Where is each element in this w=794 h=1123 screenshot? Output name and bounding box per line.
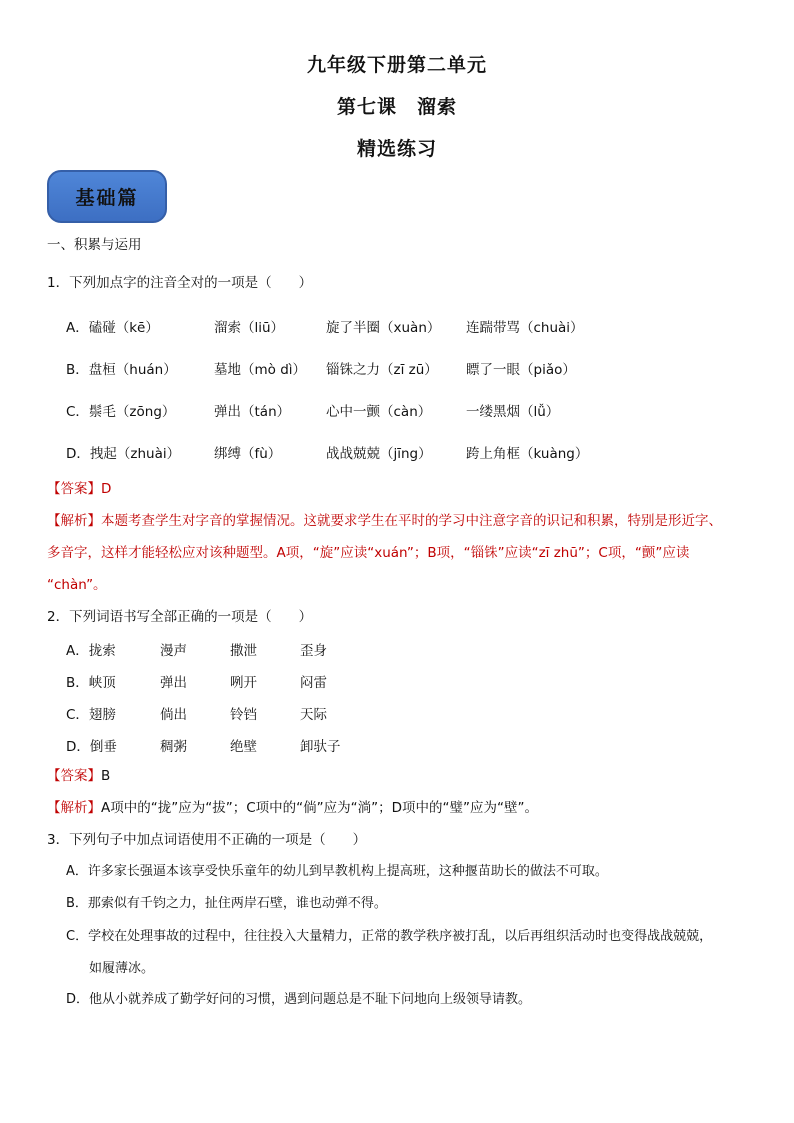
- answer-label: 【答案】: [47, 768, 101, 784]
- question-2-answer: [47, 767, 110, 785]
- q2-option-b-4: 闷雷: [300, 675, 327, 691]
- q2-option-b-1: B．峡顶: [66, 675, 116, 691]
- q2-option-a-1: A．拢索: [66, 643, 116, 659]
- q1-option-c-2: 弹出（tán）: [214, 404, 291, 420]
- q1-option-b-4: 瞟了一眼（piǎo）: [466, 362, 576, 378]
- q1-option-d-4: 跨上角框（kuàng）: [466, 446, 589, 462]
- q1-option-c-4: 一缕黑烟（lǚ）: [466, 404, 560, 420]
- q2-option-a-4: 歪身: [300, 643, 327, 659]
- q1-option-d-3: 战战兢兢（jīng）: [326, 446, 432, 462]
- q2-option-c-4: 天际: [300, 707, 327, 723]
- analysis-text: 本题考查学生对字音的掌握情况。这就要求学生在平时的学习中注意字音的识记和积累，特别是形近字、: [101, 513, 722, 529]
- question-2-stem: 2．下列词语书写全部正确的一项是（ ）: [47, 609, 313, 625]
- q3-option-a: A．许多家长强逼本该享受快乐童年的幼儿到早教机构上提高班，这种揠苗助长的做法不可取。: [66, 864, 608, 879]
- q2-option-d-2: 稠粥: [160, 739, 187, 755]
- q1-option-a-1: A．磕碰（kē）: [66, 320, 159, 336]
- answer-value: D: [101, 481, 112, 497]
- analysis-label: 【解析】: [47, 800, 101, 816]
- q2-option-d-1: D．倒垂: [66, 739, 117, 755]
- question-1-analysis-line-2: 多音字，这样才能轻松应对该种题型。A项，“旋”应读“xuán”；B项，“锱铢”应读“zī zhū”；C项，“颤”应读: [47, 545, 690, 561]
- question-3-stem: 3．下列句子中加点词语使用不正确的一项是（ ）: [47, 832, 367, 848]
- q1-option-d-1: D．拽起（zhuài）: [66, 446, 181, 462]
- q1-option-a-3: 旋了半圈（xuàn）: [326, 320, 441, 336]
- q2-option-c-1: C．翅膀: [66, 707, 116, 723]
- q1-option-a-4: 连踹带骂（chuài）: [466, 320, 584, 336]
- section-badge-label: 基础篇: [75, 187, 139, 209]
- question-1-stem: 1．下列加点字的注音全对的一项是（ ）: [47, 275, 313, 291]
- section-badge: [47, 170, 167, 223]
- q1-option-d-2: 绑缚（fù）: [214, 446, 282, 462]
- lesson-title: 第七课 溜索: [336, 96, 457, 118]
- q2-option-b-2: 弹出: [160, 675, 187, 691]
- q1-option-c-3: 心中一颤（càn）: [326, 404, 432, 420]
- question-1-analysis-line-1: [47, 512, 722, 530]
- q1-option-b-3: 锱铢之力（zī zū）: [326, 362, 438, 378]
- q1-option-b-2: 墓地（mò dì）: [214, 362, 307, 378]
- q2-option-b-3: 咧开: [230, 675, 257, 691]
- q1-option-a-2: 溜索（liū）: [214, 320, 285, 336]
- question-1-answer: [47, 480, 111, 498]
- question-2-analysis: [47, 799, 538, 817]
- q3-option-b: B．那索似有千钧之力，扯住两岸石壁，谁也动弹不得。: [66, 896, 387, 911]
- analysis-label: 【解析】: [47, 513, 101, 529]
- q2-option-d-3: 绝壁: [230, 739, 257, 755]
- answer-label: 【答案】: [47, 481, 101, 497]
- q2-option-c-2: 倘出: [160, 707, 187, 723]
- q3-option-d: D．他从小就养成了勤学好问的习惯，遇到问题总是不耻下问地向上级领导请教。: [66, 992, 532, 1007]
- q3-option-c-line-1: C．学校在处理事故的过程中，往往投入大量精力，正常的教学秩序被打乱，以后再组织活动时也变得战战兢兢，: [66, 929, 713, 944]
- document-title: 九年级下册第二单元: [306, 54, 487, 76]
- analysis-text: A项中的“拢”应为“拔”；C项中的“倘”应为“淌”；D项中的“璧”应为“壁”。: [101, 800, 538, 816]
- q3-option-c-line-2: 如履薄冰。: [89, 961, 155, 976]
- exercise-title: 精选练习: [356, 138, 437, 160]
- q1-option-c-1: C．鬃毛（zōng）: [66, 404, 176, 420]
- q1-option-b-1: B．盘桓（huán）: [66, 362, 177, 378]
- q2-option-a-3: 撒泄: [230, 643, 257, 659]
- q2-option-c-3: 铃铛: [230, 707, 257, 723]
- question-1-analysis-line-3: “chàn”。: [47, 577, 107, 593]
- answer-value: B: [101, 768, 111, 784]
- q2-option-a-2: 漫声: [160, 643, 187, 659]
- section-heading: 一、积累与运用: [47, 237, 142, 253]
- q2-option-d-4: 卸驮子: [300, 739, 341, 755]
